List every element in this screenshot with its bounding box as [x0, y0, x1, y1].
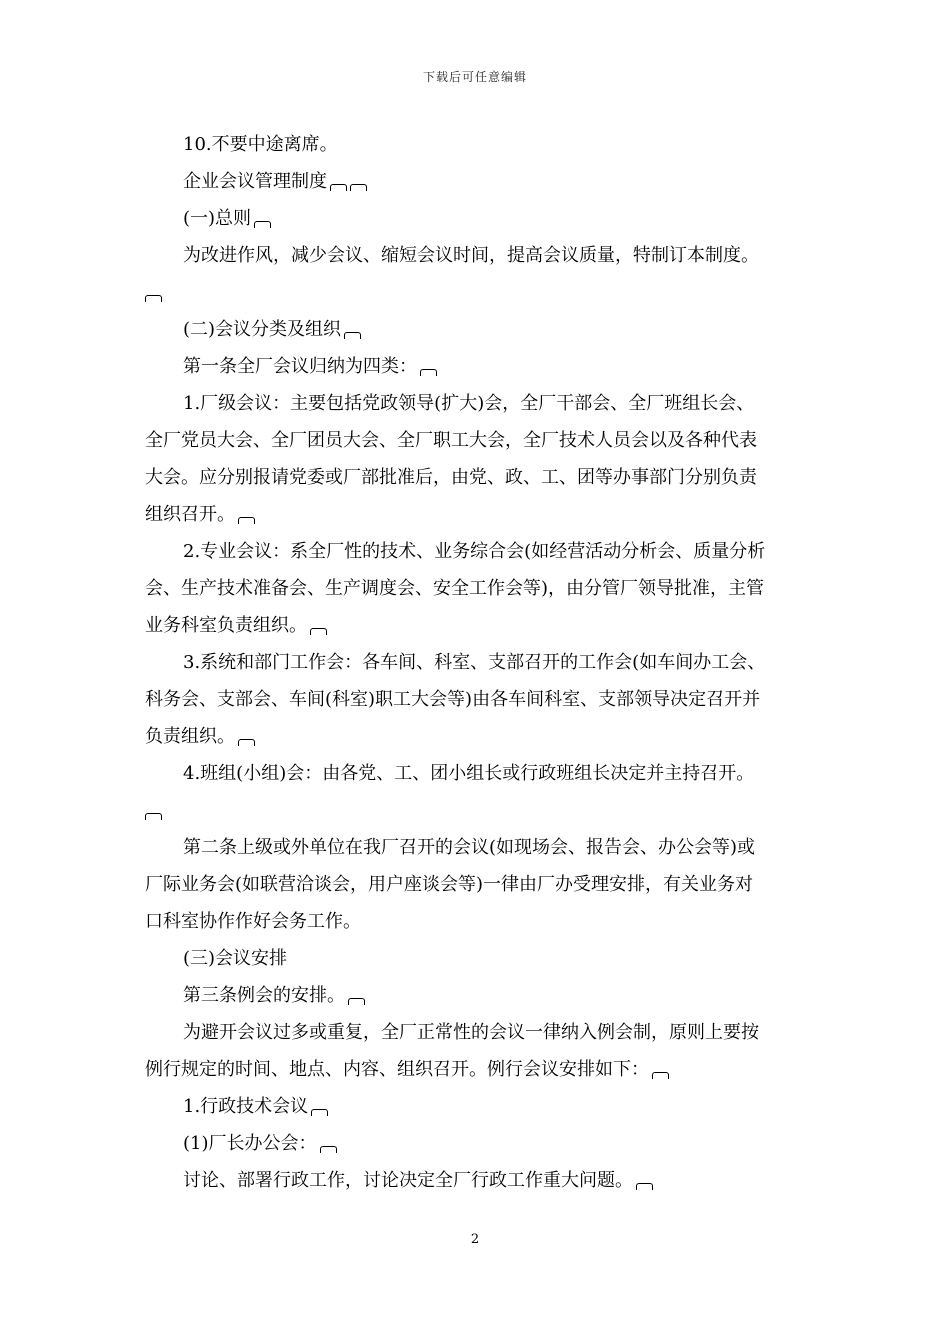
- paragraph-line: 为改进作风，减少会议、缩短会议时间，提高会议质量，特制订本制度。: [183, 245, 759, 266]
- paragraph-mark-icon: [238, 739, 255, 746]
- page-header: 下载后可任意编辑: [422, 70, 527, 84]
- paragraph-line: 第二条上级或外单位在我厂召开的会议(如现场会、报告会、办公会等)或: [183, 837, 756, 858]
- paragraph-line: 为避开会议过多或重复，全厂正常性的会议一律纳入例会制，原则上要按: [183, 1022, 759, 1043]
- paragraph-line: 负责组织。: [145, 718, 807, 755]
- paragraph-line: [145, 792, 807, 829]
- section-heading: (三)会议安排: [183, 948, 288, 969]
- paragraph-line: 全厂党员大会、全厂团员大会、全厂职工大会，全厂技术人员会以及各种代表: [145, 430, 757, 451]
- paragraph-line: (1)厂长办公会：: [145, 1125, 807, 1162]
- paragraph-mark-icon: [238, 517, 255, 524]
- page-number: 2: [470, 1232, 480, 1247]
- paragraph-line: 1.行政技术会议: [145, 1088, 807, 1125]
- paragraph-line: 第三条例会的安排。: [145, 977, 807, 1014]
- paragraph-line: 3.系统和部门工作会：各车间、科室、支部召开的工作会(如车间办工会、: [183, 652, 766, 673]
- paragraph-line: 会、生产技术准备会、生产调度会、安全工作会等)，由分管厂领导批准，主管: [145, 578, 765, 599]
- paragraph-line: 例行规定的时间、地点、内容、组织召开。例行会议安排如下：: [145, 1051, 807, 1088]
- paragraph-mark-icon: [636, 1183, 653, 1190]
- paragraph-mark-icon: [350, 184, 367, 191]
- paragraph-line: 第一条全厂会议归纳为四类：: [145, 348, 807, 385]
- paragraph-mark-icon: [310, 628, 327, 635]
- paragraph-mark-icon: [145, 813, 162, 820]
- paragraph-mark-icon: [320, 1146, 337, 1153]
- paragraph-line: 10.不要中途离席。: [183, 134, 338, 155]
- paragraph-mark-icon: [145, 295, 162, 302]
- paragraph-mark-icon: [344, 332, 361, 339]
- paragraph-line: 讨论、部署行政工作，讨论决定全厂行政工作重大问题。: [145, 1162, 807, 1199]
- paragraph-line: 厂际业务会(如联营洽谈会，用户座谈会等)一律由厂办受理安排，有关业务对: [145, 874, 754, 895]
- paragraph-mark-icon: [420, 369, 437, 376]
- paragraph-line: [145, 274, 807, 311]
- paragraph-mark-icon: [652, 1072, 669, 1079]
- paragraph-mark-icon: [348, 998, 365, 1005]
- paragraph-mark-icon: [254, 221, 271, 228]
- paragraph-line: 科务会、支部会、车间(科室)职工大会等)由各车间科室、支部领导决定召开并: [145, 689, 761, 710]
- paragraph-mark-icon: [330, 184, 347, 191]
- paragraph-line: 组织召开。: [145, 496, 807, 533]
- section-heading: (二)会议分类及组织: [145, 311, 807, 348]
- document-title: 企业会议管理制度: [145, 163, 807, 200]
- document-body: [145, 126, 807, 1199]
- paragraph-line: 口科室协作作好会务工作。: [145, 911, 361, 932]
- paragraph-line: 大会。应分别报请党委或厂部批准后，由党、政、工、团等办事部门分别负责: [145, 467, 757, 488]
- paragraph-mark-icon: [311, 1109, 328, 1116]
- paragraph-line: 1.厂级会议：主要包括党政领导(扩大)会，全厂干部会、全厂班组长会、: [183, 393, 755, 414]
- paragraph-line: 2.专业会议：系全厂性的技术、业务综合会(如经营活动分析会、质量分析: [183, 541, 766, 562]
- paragraph-line: 业务科室负责组织。: [145, 607, 807, 644]
- section-heading: (一)总则: [145, 200, 807, 237]
- paragraph-line: 4.班组(小组)会：由各党、工、团小组长或行政班组长决定并主持召开。: [183, 763, 755, 784]
